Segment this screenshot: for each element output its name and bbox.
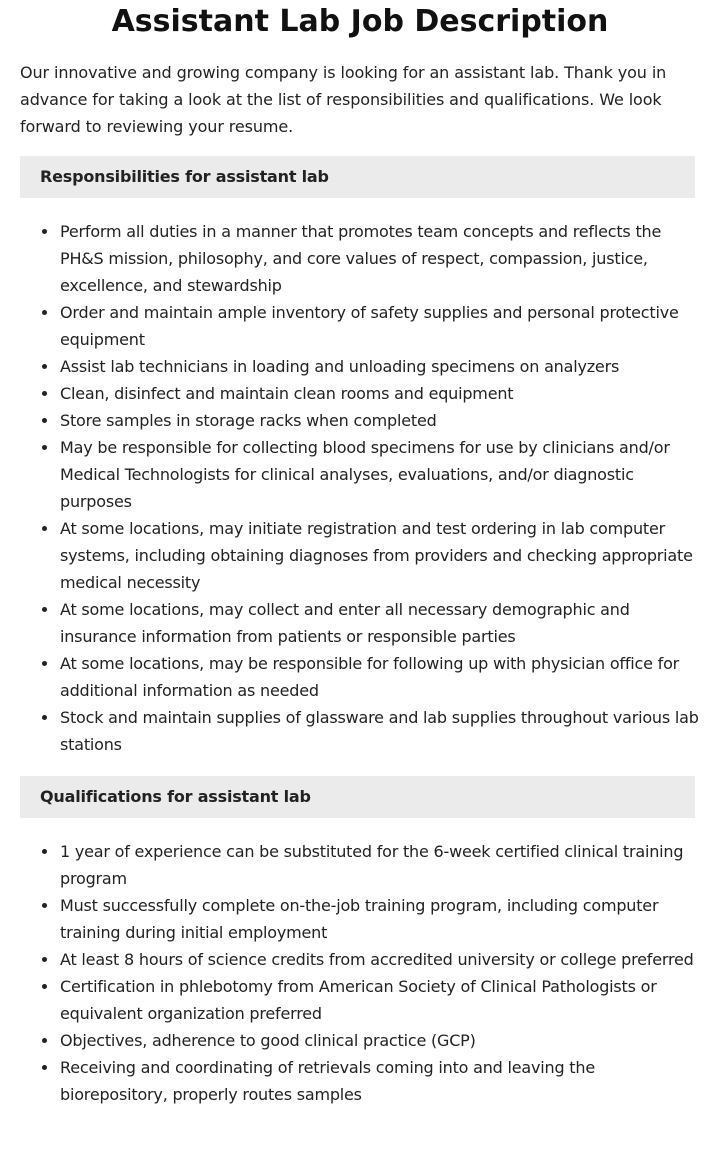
qualifications-list xyxy=(20,838,700,1108)
bullet-icon xyxy=(42,607,47,612)
list-item-text: At some locations, may collect and enter all necessary demographic and insurance information from patients or responsible parties xyxy=(60,600,630,646)
list-item xyxy=(60,973,700,1027)
bullet-icon xyxy=(42,310,47,315)
responsibilities-list xyxy=(20,218,700,758)
responsibilities-heading: Responsibilities for assistant lab xyxy=(20,156,695,198)
bullet-icon xyxy=(42,715,47,720)
list-item-text: At some locations, may initiate registration and test ordering in lab computer systems, including obtaining diagnoses from providers and checking appropriate medical necessity xyxy=(60,519,693,592)
list-item xyxy=(60,1027,700,1054)
list-item-text: Stock and maintain supplies of glassware and lab supplies throughout various lab stations xyxy=(60,708,699,754)
list-item-text: Receiving and coordinating of retrievals coming into and leaving the biorepository, properly routes samples xyxy=(60,1058,595,1104)
list-item xyxy=(60,650,700,704)
intro-paragraph: Our innovative and growing company is looking for an assistant lab. Thank you in advance for taking a look at the list of responsibilities and qualifications. We look forward to reviewing your resume. xyxy=(20,63,667,136)
list-item xyxy=(60,596,700,650)
bullet-icon xyxy=(42,229,47,234)
bullet-icon xyxy=(42,526,47,531)
bullet-icon xyxy=(42,445,47,450)
list-item xyxy=(60,299,700,353)
bullet-icon xyxy=(42,661,47,666)
list-item xyxy=(60,218,700,299)
list-item-text: May be responsible for collecting blood specimens for use by clinicians and/or Medical Technologists for clinical analyses, evaluations, and/or diagnostic purposes xyxy=(60,438,670,511)
list-item-text: At some locations, may be responsible for following up with physician office for additional information as needed xyxy=(60,654,680,700)
bullet-icon xyxy=(42,849,47,854)
list-item-text: 1 year of experience can be substituted for the 6-week certified clinical training program xyxy=(60,842,684,888)
list-item xyxy=(60,353,700,380)
list-item xyxy=(60,704,700,758)
list-item xyxy=(60,946,700,973)
bullet-icon xyxy=(42,364,47,369)
list-item-text: Objectives, adherence to good clinical practice (GCP) xyxy=(60,1031,476,1050)
list-item-text: At least 8 hours of science credits from accredited university or college preferred xyxy=(60,950,694,969)
list-item-text: Perform all duties in a manner that promotes team concepts and reflects the PH&S mission, philosophy, and core values of respect, compassion, justice, excellence, and stewardship xyxy=(60,222,662,295)
bullet-icon xyxy=(42,391,47,396)
list-item-text: Order and maintain ample inventory of safety supplies and personal protective equipment xyxy=(60,303,679,349)
bullet-icon xyxy=(42,903,47,908)
list-item-text: Store samples in storage racks when completed xyxy=(60,411,437,430)
bullet-icon xyxy=(42,418,47,423)
page-title: Assistant Lab Job Description xyxy=(111,4,609,39)
bullet-icon xyxy=(42,957,47,962)
bullet-icon xyxy=(42,1065,47,1070)
bullet-icon xyxy=(42,1038,47,1043)
list-item-text: Assist lab technicians in loading and unloading specimens on analyzers xyxy=(60,357,620,376)
list-item xyxy=(60,407,700,434)
list-item xyxy=(60,838,700,892)
list-item-text: Certification in phlebotomy from American Society of Clinical Pathologists or equivalent organization preferred xyxy=(60,977,657,1023)
list-item-text: Clean, disinfect and maintain clean rooms and equipment xyxy=(60,384,514,403)
qualifications-heading: Qualifications for assistant lab xyxy=(20,776,695,818)
list-item xyxy=(60,515,700,596)
list-item xyxy=(60,892,700,946)
list-item-text: Must successfully complete on-the-job training program, including computer training during initial employment xyxy=(60,896,659,942)
list-item xyxy=(60,434,700,515)
bullet-icon xyxy=(42,984,47,989)
list-item xyxy=(60,1054,700,1108)
list-item xyxy=(60,380,700,407)
